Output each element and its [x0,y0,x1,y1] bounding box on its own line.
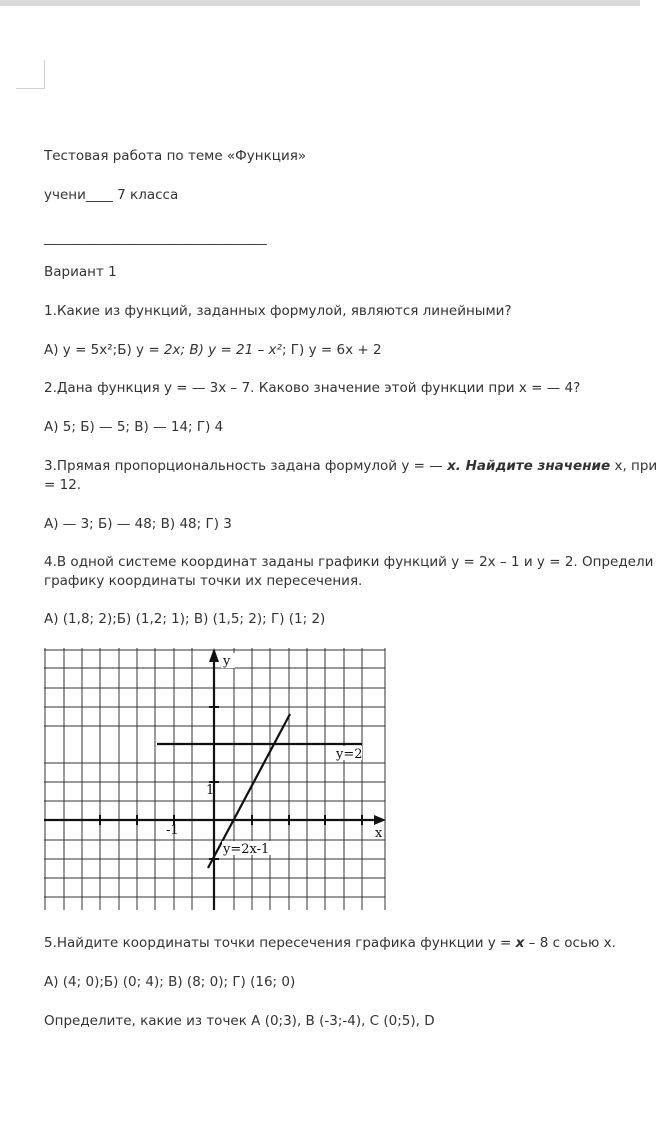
y-axis-label: y [223,654,231,669]
question-1-answers [44,340,382,360]
question-4: 4.В одной системе координат заданы графики функций у = 2х – 1 и у = 2. Определи [44,554,654,570]
question-2: 2.Дана функция у = — 3х – 7. Каково значение этой функции при х = — 4? [44,380,581,396]
question-4-answers: А) (1,8; 2);Б) (1,2; 1); В) (1,5; 2); Г) (1; 2) [44,611,326,627]
ticks [100,707,362,859]
q1-answer-rest: ; Г) у = 6х + 2 [281,342,382,358]
q5-text-b: – 8 с осью х. [524,935,616,951]
question-5-answers: А) (4; 0);Б) (0; 4); В) (8; 0); Г) (16; 0) [44,974,296,990]
q5-text-italic: х [515,935,525,951]
line-label-y2: y=2 [336,747,363,762]
q3-text-b: х, при [610,458,657,474]
top-bar [0,0,640,6]
question-2-answers: А) 5; Б) — 5; В) — 14; Г) 4 [44,419,224,435]
name-underline: _________________________________ [44,230,267,246]
page-corner-mark [16,60,45,89]
line-label-y2x-1: y=2x-1 [223,842,270,857]
question-3-line2: = 12. [44,477,82,493]
question-6: Определите, какие из точек А (0;3), В (-3;-4), С (0;5), D [44,1013,435,1029]
student-line: учени____ 7 класса [44,187,179,203]
x-axis-arrow [374,815,386,825]
q5-text-a: 5.Найдите координаты точки пересечения графика функции у = [44,935,516,951]
x-axis-label: x [375,826,383,841]
question-1: 1.Какие из функций, заданных формулой, являются линейными? [44,303,512,319]
question-5 [44,933,616,953]
variant-heading: Вариант 1 [44,264,117,280]
question-3 [44,456,657,476]
question-4-line2: графику координаты точки их пересечения. [44,573,363,589]
q3-text-a: 3.Прямая пропорциональность задана формулой у = — [44,458,448,474]
q3-text-italic: х. Найдите значение [447,458,611,474]
q1-answer-a: А) у = 5х²;Б) у = [44,342,164,358]
coordinate-graph [44,648,386,916]
tick-label-minus-one: -1 [166,823,179,838]
question-3-answers: А) — 3; Б) — 48; В) 48; Г) 3 [44,516,232,532]
q1-answer-italic: 2х; В) у = 21 – х² [163,342,282,358]
tick-label-one: 1 [206,783,215,798]
document-title: Тестовая работа по теме «Функция» [44,148,307,164]
